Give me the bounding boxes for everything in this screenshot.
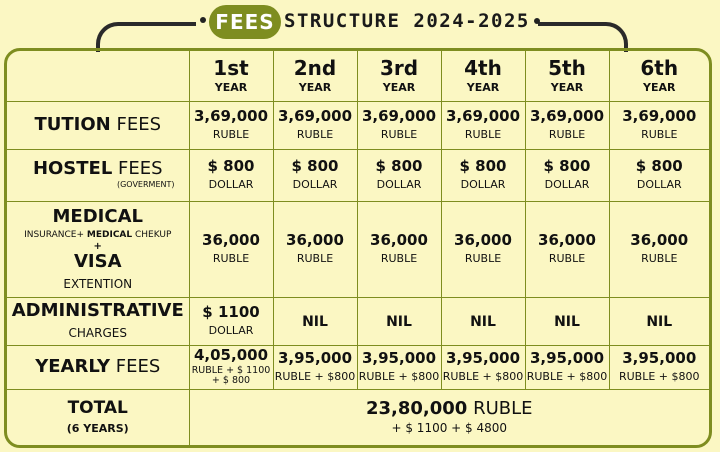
tuition-row (7, 101, 709, 149)
fee-cell (441, 297, 525, 345)
row-label-tuition (7, 101, 189, 149)
fee-unit: RUBLE (464, 128, 502, 142)
title-banner (0, 0, 720, 52)
fee-unit: DOLLAR (208, 324, 254, 338)
fee-value: 3,95,000 (622, 349, 697, 368)
year-sub: YEAR (643, 80, 676, 94)
fee-unit: RUBLE + $ 1100 (191, 364, 271, 376)
label-visa-sub: EXTENTION (63, 276, 133, 291)
fee-cell (273, 297, 357, 345)
total-value-cell (189, 389, 709, 445)
fee-unit: RUBLE (380, 128, 418, 142)
total-row (7, 389, 709, 445)
total-value (366, 398, 533, 419)
fee-cell (441, 101, 525, 149)
header-row (7, 51, 709, 101)
label-bold: YEARLY (35, 355, 111, 377)
fee-cell (357, 149, 441, 201)
year-header (357, 51, 441, 101)
label-rest: FEES (110, 355, 161, 377)
fee-nil: NIL (302, 313, 328, 330)
total-value-rest: RUBLE (467, 397, 533, 419)
year-header (441, 51, 525, 101)
header-corner (7, 51, 189, 101)
fee-value: 3,95,000 (277, 349, 353, 368)
fee-cell (525, 345, 609, 389)
fee-unit: RUBLE (212, 252, 250, 266)
fee-value: 36,000 (630, 231, 689, 250)
label-rest: FEES (110, 113, 161, 135)
fee-cell (273, 149, 357, 201)
fee-cell (189, 201, 273, 297)
fee-cell (189, 297, 273, 345)
label-sub: (GOVERMENT) (116, 180, 175, 190)
fee-cell (525, 297, 609, 345)
fee-unit: RUBLE (548, 252, 586, 266)
fee-cell (525, 101, 609, 149)
fee-cell (273, 101, 357, 149)
fee-cell (441, 345, 525, 389)
fee-value: 36,000 (538, 231, 596, 250)
year-header (273, 51, 357, 101)
fee-cell (273, 345, 357, 389)
fee-unit: RUBLE (296, 252, 334, 266)
year-num: 3rd (379, 55, 419, 80)
fee-value: $ 800 (543, 157, 591, 176)
label-bold: TUTION (34, 113, 111, 135)
year-num: 2nd (293, 55, 337, 80)
sub-bold: MEDICAL (86, 229, 133, 240)
year-sub: YEAR (214, 80, 248, 94)
fee-value: 3,95,000 (445, 349, 521, 368)
fee-cell (273, 201, 357, 297)
row-label-admin (7, 297, 189, 345)
fee-unit: RUBLE (548, 128, 586, 142)
fee-unit: RUBLE (464, 252, 502, 266)
fee-cell (609, 149, 709, 201)
medical-row (7, 201, 709, 297)
fee-value: 4,05,000 (193, 346, 269, 365)
label-visa: VISA (73, 250, 122, 272)
fee-value: 3,69,000 (529, 107, 605, 126)
fee-unit: DOLLAR (292, 178, 338, 192)
fee-unit: DOLLAR (376, 178, 422, 192)
plus-sign: + (93, 241, 102, 253)
fee-cell (357, 101, 441, 149)
fee-cell (189, 101, 273, 149)
fees-table (4, 48, 712, 448)
fee-unit: DOLLAR (544, 178, 590, 192)
fee-unit: RUBLE (641, 252, 678, 266)
fee-unit: DOLLAR (636, 178, 682, 192)
yearly-row (7, 345, 709, 389)
title-pill: FEES (209, 5, 281, 39)
year-num: 5th (548, 55, 586, 80)
fee-unit: RUBLE (296, 128, 334, 142)
fee-unit: RUBLE (212, 128, 250, 142)
year-sub: YEAR (298, 80, 332, 94)
year-sub: YEAR (382, 80, 416, 94)
year-num: 4th (464, 55, 502, 80)
fee-unit: RUBLE (641, 128, 678, 142)
fee-value: $ 800 (207, 157, 255, 176)
fee-value: 3,69,000 (193, 107, 269, 126)
fee-unit-2: + $ 800 (211, 374, 251, 386)
fee-value: 3,69,000 (622, 107, 697, 126)
fee-cell (441, 201, 525, 297)
fee-unit: RUBLE (380, 252, 418, 266)
fee-unit: RUBLE + $800 (618, 370, 700, 384)
fee-cell (357, 345, 441, 389)
fee-unit: RUBLE + $800 (526, 370, 608, 384)
fee-cell (525, 201, 609, 297)
fee-value: 36,000 (454, 231, 512, 250)
fee-value: 3,69,000 (445, 107, 521, 126)
fee-cell (609, 345, 709, 389)
title-text: STRUCTURE 2024-2025 (284, 10, 530, 32)
fee-unit: RUBLE + $800 (358, 370, 440, 384)
fee-cell (189, 345, 273, 389)
fee-value: $ 800 (291, 157, 339, 176)
sub-post: CHEKUP (132, 229, 172, 240)
fee-value: 3,69,000 (361, 107, 437, 126)
year-header (189, 51, 273, 101)
fee-unit: RUBLE + $800 (274, 370, 356, 384)
fee-unit: DOLLAR (460, 178, 506, 192)
fee-cell (357, 297, 441, 345)
fee-unit: DOLLAR (208, 178, 254, 192)
total-value-sub: + $ 1100 + $ 4800 (391, 421, 508, 436)
year-sub: YEAR (466, 80, 500, 94)
total-label: TOTAL (67, 397, 128, 418)
fee-value: $ 800 (459, 157, 507, 176)
fee-value: 36,000 (286, 231, 344, 250)
year-header (609, 51, 709, 101)
label-sub: CHARGES (68, 326, 127, 341)
fee-nil: NIL (646, 313, 673, 330)
fee-cell (609, 101, 709, 149)
sub-pre: INSURANCE+ (24, 229, 87, 240)
fee-value: 36,000 (202, 231, 260, 250)
total-label-sub: (6 YEARS) (66, 422, 129, 436)
hostel-row (7, 149, 709, 201)
fee-value: $ 800 (375, 157, 423, 176)
fee-cell (357, 201, 441, 297)
fee-cell (609, 201, 709, 297)
fee-value: 3,95,000 (529, 349, 605, 368)
row-label-total (7, 389, 189, 445)
fee-cell (609, 297, 709, 345)
fee-nil: NIL (386, 313, 412, 330)
fee-value: $ 800 (635, 157, 683, 176)
admin-row (7, 297, 709, 345)
fee-nil: NIL (470, 313, 496, 330)
label-rest: FEES (112, 158, 163, 180)
fee-value: $ 1100 (202, 303, 260, 322)
label-bold: MEDICAL (52, 205, 143, 227)
fee-nil: NIL (554, 313, 580, 330)
fee-cell (441, 149, 525, 201)
year-sub: YEAR (550, 80, 584, 94)
label-bold: HOSTEL (32, 158, 113, 180)
row-label-hostel (7, 149, 189, 201)
year-header (525, 51, 609, 101)
label-sub (7, 231, 189, 240)
fee-value: 3,69,000 (277, 107, 353, 126)
fee-value: 3,95,000 (361, 349, 437, 368)
row-label-medical (7, 201, 189, 297)
fee-value: 36,000 (370, 231, 428, 250)
year-num: 1st (213, 55, 249, 80)
title-bullet-right (534, 18, 540, 24)
year-num: 6th (640, 55, 679, 80)
fee-cell (189, 149, 273, 201)
fee-cell (525, 149, 609, 201)
fee-unit: RUBLE + $800 (442, 370, 524, 384)
label-bold: ADMINISTRATIVE (11, 300, 184, 322)
row-label-yearly (7, 345, 189, 389)
total-value-bold: 23,80,000 (365, 397, 468, 419)
title-bullet-left (200, 17, 206, 23)
